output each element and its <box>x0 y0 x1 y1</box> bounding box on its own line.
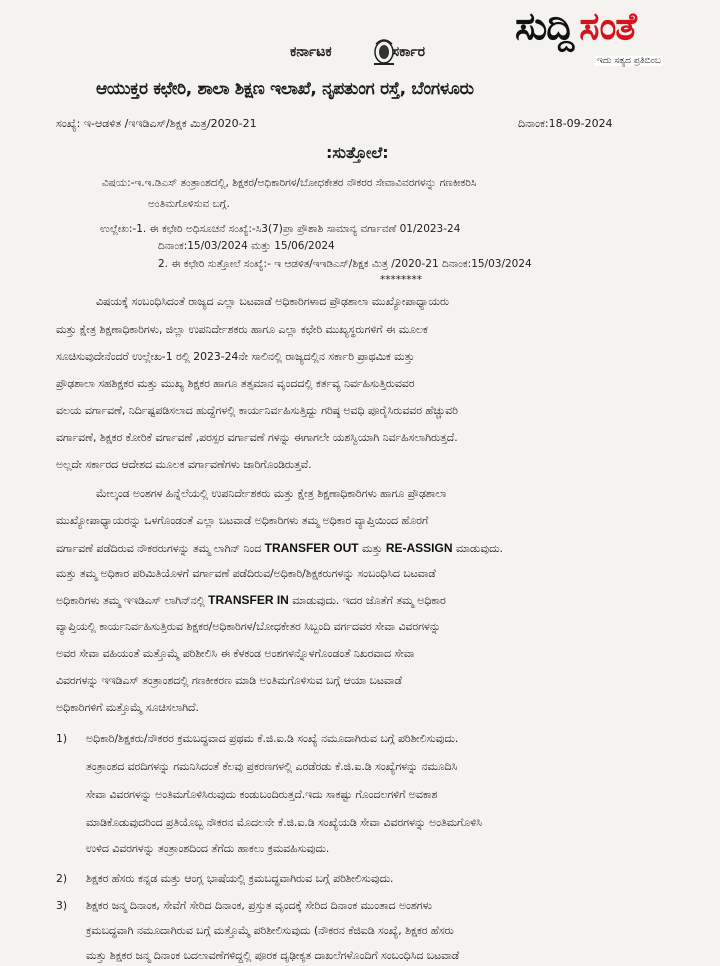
logo-tagline: ಇದು ಸತ್ಯದ ಪ್ರತಿಬಿಂಬ <box>597 56 661 66</box>
para1-line: ಅಲ್ಲದೇ ಸರ್ಕಾರದ ಆದೇಶದ ಮೂಲಕ ವರ್ಗಾವಣೆಗಳು ಜಾರಿಗೊಂಡಿರುತ್ತವೆ. <box>56 458 312 471</box>
para1-line: ಮತ್ತು ಕ್ಷೇತ್ರ ಶಿಕ್ಷಣಾಧಿಕಾರಿಗಳು, ಜಿಲ್ಲಾ ಉಪನಿರ್ದೇಶಕರು ಹಾಗೂ ಎಲ್ಲಾ ಕಛೇರಿ ಮುಖ್ಯಸ್ಥರುಗಳಿಗೆ ಈ ಮೂಲಕ <box>56 323 428 336</box>
gov-sarkara: ಸರ್ಕಾರ <box>391 44 426 60</box>
para1-line: ಪ್ರೌಢಶಾಲಾ ಸಹಶಿಕ್ಷಕರ ಮತ್ತು ಮುಖ್ಯ ಶಿಕ್ಷಕರ ಹಾಗೂ ತತ್ಸಮಾನ ವೃಂದದಲ್ಲಿ ಕರ್ತವ್ಯ ನಿರ್ವಹಿಸುತ್ತಿರುವವರ <box>56 377 415 390</box>
para2-line: ಮುಖ್ಯೋಪಾಧ್ಯಾಯರನ್ನು ಒಳಗೊಂಡಂತೆ ಎಲ್ಲಾ ಬಟವಾಡೆ ಅಧಿಕಾರಿಗಳು ತಮ್ಮ ಅಧಿಕಾರ ವ್ಯಾಪ್ತಿಯಿಂದ ಹೊರಗೆ <box>56 514 429 527</box>
para2-line: ವರ್ಗಾವಣೆ ಪಡೆದಿರುವ ನೌಕರರುಗಳನ್ನು ತಮ್ಮ ಲಾಗಿನ್ ನಿಂದ TRANSFER OUT ಮತ್ತು RE-ASSIGN ಮಾಡುವುದು. <box>56 541 503 555</box>
office-title: ಆಯುಕ್ತರ ಕಛೇರಿ, ಶಾಲಾ ಶಿಕ್ಷಣ ಇಲಾಖೆ, ನೃಪತುಂಗ ರಸ್ತೆ, ಬೆಂಗಳೂರು <box>96 79 474 99</box>
para2-line: ಅವರ ಸೇವಾ ವಹಿಯಂತೆ ಮತ್ತೊಮ್ಮೆ ಪರಿಶೀಲಿಸಿ ಈ ಕೆಳಕಂಡ ಅಂಶಗಳನ್ನೊಳಗೊಂಡಂತೆ ನಿಖರವಾದ ಸೇವಾ <box>56 647 415 660</box>
transfer-in-text: TRANSFER IN <box>208 593 289 607</box>
para2-line: ಅಧಿಕಾರಿಗಳಿಗೆ ಮತ್ತೊಮ್ಮೆ ಸೂಚಿಸಲಾಗಿದೆ. <box>56 701 199 714</box>
para2-line: ಅಧಿಕಾರಿಗಳು ತಮ್ಮ ಇಇಡಿಎಸ್ ಲಾಗಿನ್‌ನಲ್ಲಿ TRANSFER IN ಮಾಡುವುದು. ಇದರ ಜೊತೆಗೆ ತಮ್ಮ ಅಧಿಕಾರ <box>56 593 446 607</box>
para1-line: ಸೂಚಿಸುವುದೇನೆಂದರೆ ಉಲ್ಲೇಖ-1 ರಲ್ಲಿ 2023-24ನೇ ಸಾಲಿನಲ್ಲಿ ರಾಜ್ಯದಲ್ಲಿನ ಸರ್ಕಾರಿ ಪ್ರಾಥಮಿಕ ಮತ್ತು <box>56 350 415 363</box>
item1-line: ಅಧಿಕಾರಿ/ಶಿಕ್ಷಕರು/ನೌಕರರ ಕ್ರಮಬದ್ಧವಾದ ಪ್ರಥಮ ಕೆ.ಜಿ.ಐ.ಡಿ ಸಂಖ್ಯೆ ನಮೂದಾಗಿರುವ ಬಗ್ಗೆ ಪರಿಶೀಲಿಸುವುದು. <box>86 732 459 745</box>
item2-line: ಶಿಕ್ಷಕರ ಹೆಸರು ಕನ್ನಡ ಮತ್ತು ಆಂಗ್ಲ ಭಾಷೆಯಲ್ಲಿ ಕ್ರಮಬದ್ಧವಾಗಿರುವ ಬಗ್ಗೆ ಪರಿಶೀಲಿಸುವುದು. <box>86 872 394 885</box>
subject-line-1: ವಿಷಯ:-ಇ.ಇ.ಡಿಎಸ್ ತಂತ್ರಾಂಶದಲ್ಲಿ, ಶಿಕ್ಷಕರ/ಅಧಿಕಾರಿಗಳ/ಬೋಧಕೇತರ ನೌಕರರ ಸೇವಾವಿವರಗಳನ್ನು ಗಣಕೀಕರಿಸಿ <box>102 177 477 189</box>
transfer-out-text: TRANSFER OUT <box>264 541 359 555</box>
reference-date: ದಿನಾಂಕ:18-09-2024 <box>518 117 613 130</box>
para1-line: ವಿಷಯಕ್ಕೆ ಸಂಬಂಧಿಸಿದಂತೆ ರಾಜ್ಯದ ಎಲ್ಲಾ ಬಟವಾಡೆ ಅಧಿಕಾರಿಗಳಾದ ಪ್ರೌಢಶಾಲಾ ಮುಖ್ಯೋಪಾಧ್ಯಾಯರು <box>96 295 450 308</box>
item3-line: ಶಿಕ್ಷಕರ ಜನ್ಮ ದಿನಾಂಕ, ಸೇವೆಗೆ ಸೇರಿದ ದಿನಾಂಕ, ಪ್ರಸ್ತುತ ವೃಂದಕ್ಕೆ ಸೇರಿದ ದಿನಾಂಕ ಮುಂತಾದ ಅಂಶಗಳು <box>86 899 432 912</box>
item3-line: ಮತ್ತು ಶಿಕ್ಷಕರ ಜನ್ಮ ದಿನಾಂಕ ಬದಲಾವಣೆಗಳಿದ್ದಲ್ಲಿ ಪೂರಕ ದೃಢೀಕೃತ ದಾಖಲೆಗಳೊಂದಿಗೆ ಸಂಬಂಧಿಸಿದ ಬಟವಾಡೆ <box>86 949 460 962</box>
logo-word-1: ಸುದ್ದಿ <box>515 4 574 48</box>
reference-line-2: ದಿನಾಂಕ:15/03/2024 ಮತ್ತು 15/06/2024 <box>158 240 335 252</box>
para1-line: ವರ್ಗಾವಣೆ, ಶಿಕ್ಷಕರ ಕೋರಿಕೆ ವರ್ಗಾವಣೆ ,ಪರಸ್ಪರ ವರ್ಗಾವಣೆ ಗಳನ್ನು ಈಗಾಗಲೇ ಯಶಸ್ವಿಯಾಗಿ ನಿರ್ವಹಿಸಲಾಗಿರುತ್ತದೆ. <box>56 431 458 444</box>
item-number: 1) <box>56 732 68 745</box>
para1-line: ವಲಯ ವರ್ಗಾವಣೆ, ನಿರ್ದಿಷ್ಟಪಡಿಸಲಾದ ಹುದ್ದೆಗಳಲ್ಲಿ ಕಾರ್ಯನಿರ್ವಹಿಸುತ್ತಿದ್ದು ಗರಿಷ್ಠ ಅವಧಿ ಪೂರೈಸಿರುವವರ ಹೆಚ್ಚುವರಿ <box>56 404 458 417</box>
circular-title: :ಸುತ್ತೋಲೆ: <box>326 143 389 162</box>
item1-line: ಉಳಿದ ವಿವರಗಳನ್ನು ತಂತ್ರಾಂಶದಿಂದ ತೆಗೆದು ಹಾಕಲು ಕ್ರಮವಹಿಸುವುದು. <box>86 842 330 855</box>
item-number: 2) <box>56 872 68 885</box>
item-number: 3) <box>56 899 68 912</box>
para2-line: ಮತ್ತು ತಮ್ಮ ಅಧಿಕಾರ ಪರಿಮಿತಿಯೊಳಗೆ ವರ್ಗಾವಣೆ ಪಡೆದಿರುವ/ಅಧಿಕಾರಿ/ಶಿಕ್ಷಕರುಗಳನ್ನು ಸಂಬಂಧಿಸಿದ ಬಟವಾಡೆ <box>56 567 436 580</box>
state-emblem-icon <box>370 38 398 68</box>
logo-word-2: ಸಂತೆ <box>579 4 636 48</box>
re-assign-text: RE-ASSIGN <box>385 541 453 555</box>
para2-line: ವ್ಯಾಪ್ತಿಯಲ್ಲಿ ಕಾರ್ಯನಿರ್ವಹಿಸುತ್ತಿರುವ ಶಿಕ್ಷಕರ/ಅಧಿಕಾರಿಗಳ/ಬೋಧಕೇತರ ಸಿಬ್ಬಂದಿ ವರ್ಗದವರ ಸೇವಾ ವಿವರಗಳನ್ನು <box>56 620 441 633</box>
reference-number: ಸಂಖ್ಯೆ: ಇ-ಆಡಳಿತ /ಇಇಡಿಎಸ್/ಶಿಕ್ಷಕ ಮಿತ್ರ/2020-21 <box>56 117 257 130</box>
reference-line-1: ಉಲ್ಲೇಖ:-1. ಈ ಕಛೇರಿ ಅಧಿಸೂಚನೆ ಸಂಖ್ಯೆ:-ಸಿ3(7)ಪ್ರಾ ಪ್ರೌಶಾಶಿ ಸಾಮಾನ್ಯ ವರ್ಗಾವಣೆ 01/2023-24 <box>100 223 461 235</box>
item1-line: ಮಾಡಿಕೊಡುವುದರಿಂದ ಪ್ರತಿಯೊಬ್ಬ ನೌಕರನ ಮೊದಲನೇ ಕೆ.ಜಿ.ಐ.ಡಿ ಸಂಖ್ಯೆಯಡಿ ಸೇವಾ ವಿವರಗಳನ್ನು ಅಂತಿಮಗೊಳಿಸಿ <box>86 816 482 829</box>
sudhi-sante-logo <box>515 6 715 76</box>
para2-line: ವಿವರಗಳನ್ನು ಇಇಡಿಎಸ್ ತಂತ್ರಾಂಶದಲ್ಲಿ ಗಣಕೀಕರಣ ಮಾಡಿ ಅಂತಿಮಗೊಳಿಸುವ ಬಗ್ಗೆ ಆಯಾ ಬಟವಾಡೆ <box>56 674 402 687</box>
item1-line: ಸೇವಾ ವಿವರಗಳನ್ನು ಅಂತಿಮಗೊಳಿಸಿರುವುದು ಕಂಡುಬಂದಿರುತ್ತದೆ.ಇದು ಸಾಕಷ್ಟು ಗೊಂದಲಗಳಿಗೆ ಅವಕಾಶ <box>86 788 438 801</box>
item3-line: ಕ್ರಮಬದ್ಧವಾಗಿ ನಮೂದಾಗಿರುವ ಬಗ್ಗೆ ಮತ್ತೊಮ್ಮೆ ಪರಿಶೀಲಿಸುವುದು (ನೌಕರನ ಕೆಜಿಐಡಿ ಸಂಖ್ಯೆ, ಶಿಕ್ಷಕರ ಹೆಸರು <box>86 924 454 937</box>
reference-stars: ******** <box>380 274 422 286</box>
item1-line: ತಂತ್ರಾಂಶದ ವರದಿಗಳನ್ನು ಗಮನಿಸಿದಂತೆ ಕೆಲವು ಪ್ರಕರಣಗಳಲ್ಲಿ ಎರಡೆರಡು ಕೆ.ಜಿ.ಐ.ಡಿ ಸಂಖ್ಯೆಗಳನ್ನು ನಮೂದಿಸಿ <box>86 760 458 773</box>
para2-line: ಮೇಲ್ಕಂಡ ಅಂಶಗಳ ಹಿನ್ನೆಲೆಯಲ್ಲಿ ಉಪನಿರ್ದೇಶಕರು ಮತ್ತು ಕ್ಷೇತ್ರ ಶಿಕ್ಷಣಾಧಿಕಾರಿಗಳು ಹಾಗೂ ಪ್ರೌಢಶಾಲಾ <box>96 487 447 500</box>
gov-karnataka: ಕರ್ನಾಟಕ <box>290 44 332 60</box>
subject-line-2: ಅಂತಿಮಗೊಳಿಸುವ ಬಗ್ಗೆ. <box>148 198 230 210</box>
government-header <box>290 44 425 60</box>
reference-line-3: 2. ಈ ಕಛೇರಿ ಸುತ್ತೋಲೆ ಸಂಖ್ಯೆ:- ಇ ಆಡಳಿತ/ಇಇಡಿಎಸ್/ಶಿಕ್ಷಕ ಮಿತ್ರ /2020-21 ದಿನಾಂಕ:15/03/2024 <box>158 258 532 270</box>
